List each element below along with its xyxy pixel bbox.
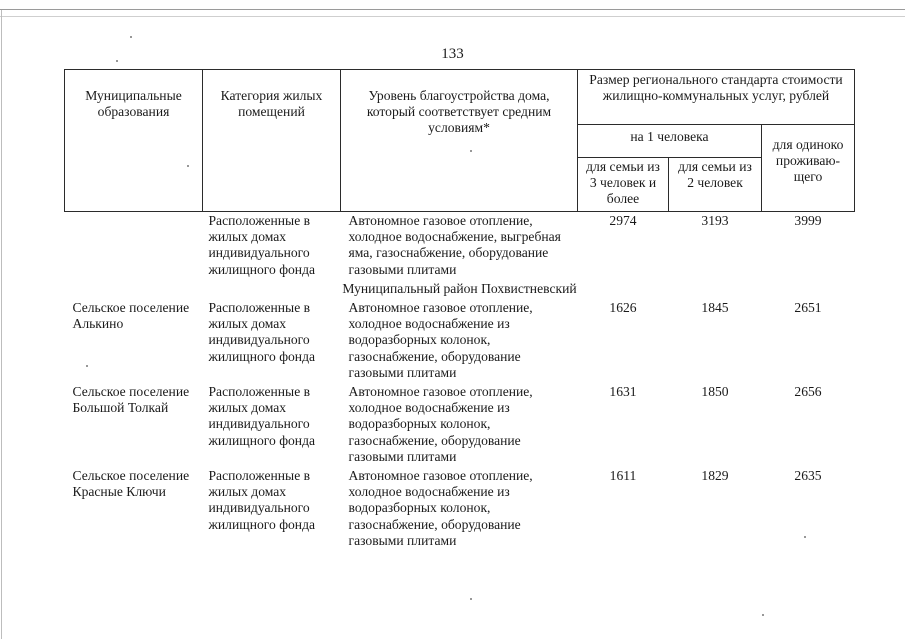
row-category: Расположенные в жилых домах индивидуального жилищного фонда	[208, 300, 316, 364]
housing-standard-table	[64, 69, 855, 551]
row-family3-value: 1631	[609, 384, 637, 400]
table-row	[65, 212, 855, 280]
row-municipality: Сельское поселение Красные Ключи	[72, 468, 190, 500]
row-category: Расположенные в жилых домах индивидуального жилищного фонда	[208, 213, 316, 277]
row-municipality: Сельское поселение Большой Толкай	[72, 384, 190, 416]
row-single-value: 2656	[794, 384, 822, 400]
scan-speck	[804, 536, 806, 538]
row-family3-value: 1611	[609, 468, 637, 484]
row-family2-value: 3193	[701, 213, 729, 228]
scan-speck	[470, 150, 472, 152]
row-level: Автономное газовое отопление, холодное водоснабжение, выгребная яма, газоснабжение, оборудование газовыми плитами	[348, 213, 561, 277]
table-row	[65, 383, 855, 467]
table-body	[65, 212, 855, 552]
header-family3: для семьи из 3 человек и более	[578, 158, 669, 212]
row-single-value: 3999	[794, 213, 822, 228]
table-row	[65, 299, 855, 383]
scan-speck	[116, 60, 118, 62]
row-municipality	[65, 212, 203, 280]
row-single-value: 2651	[794, 300, 822, 316]
scan-edge-top-inner	[0, 16, 905, 17]
header-single: для одиноко проживаю-щего	[762, 125, 855, 212]
row-category: Расположенные в жилых домах индивидуального жилищного фонда	[208, 468, 316, 532]
row-family2-value: 1850	[701, 384, 729, 400]
row-family3-value: 1626	[609, 300, 637, 316]
district-title: Муниципальный район Похвистневский	[342, 280, 577, 296]
row-category: Расположенные в жилых домах индивидуального жилищного фонда	[208, 384, 316, 448]
row-family3-value: 2974	[609, 213, 637, 228]
row-level: Автономное газовое отопление, холодное водоснабжение из водоразборных колонок, газоснабжение, оборудование газовыми плитами	[348, 300, 533, 380]
row-municipality: Сельское поселение Алькино	[72, 300, 190, 332]
scan-edge-left	[1, 10, 2, 639]
scan-speck	[130, 36, 132, 38]
scan-speck	[187, 165, 189, 167]
row-level: Автономное газовое отопление, холодное водоснабжение из водоразборных колонок, газоснабжение, оборудование газовыми плитами	[348, 468, 533, 548]
header-standard: Размер регионального стандарта стоимости жилищно-коммунальных услуг, рублей	[578, 70, 855, 125]
header-level: Уровень благоустройства дома, который соответствует средним условиям*	[341, 70, 578, 212]
header-municipality: Муниципальные образования	[65, 70, 203, 212]
header-family2: для семьи из 2 человек	[669, 158, 762, 212]
header-category: Категория жилых помещений	[203, 70, 341, 212]
row-family2-value: 1829	[701, 468, 729, 484]
row-single-value: 2635	[794, 468, 822, 484]
scan-speck	[470, 598, 472, 600]
table-row	[65, 467, 855, 551]
row-family2-value: 1845	[701, 300, 729, 316]
scan-speck	[762, 614, 764, 616]
page-number: 133	[441, 46, 464, 62]
header-per-person: на 1 человека	[578, 125, 762, 158]
table-header	[65, 70, 855, 212]
district-header-row	[65, 280, 855, 299]
scan-edge-top	[0, 9, 905, 10]
row-level: Автономное газовое отопление, холодное водоснабжение из водоразборных колонок, газоснабжение, оборудование газовыми плитами	[348, 384, 533, 464]
scan-speck	[86, 365, 88, 367]
